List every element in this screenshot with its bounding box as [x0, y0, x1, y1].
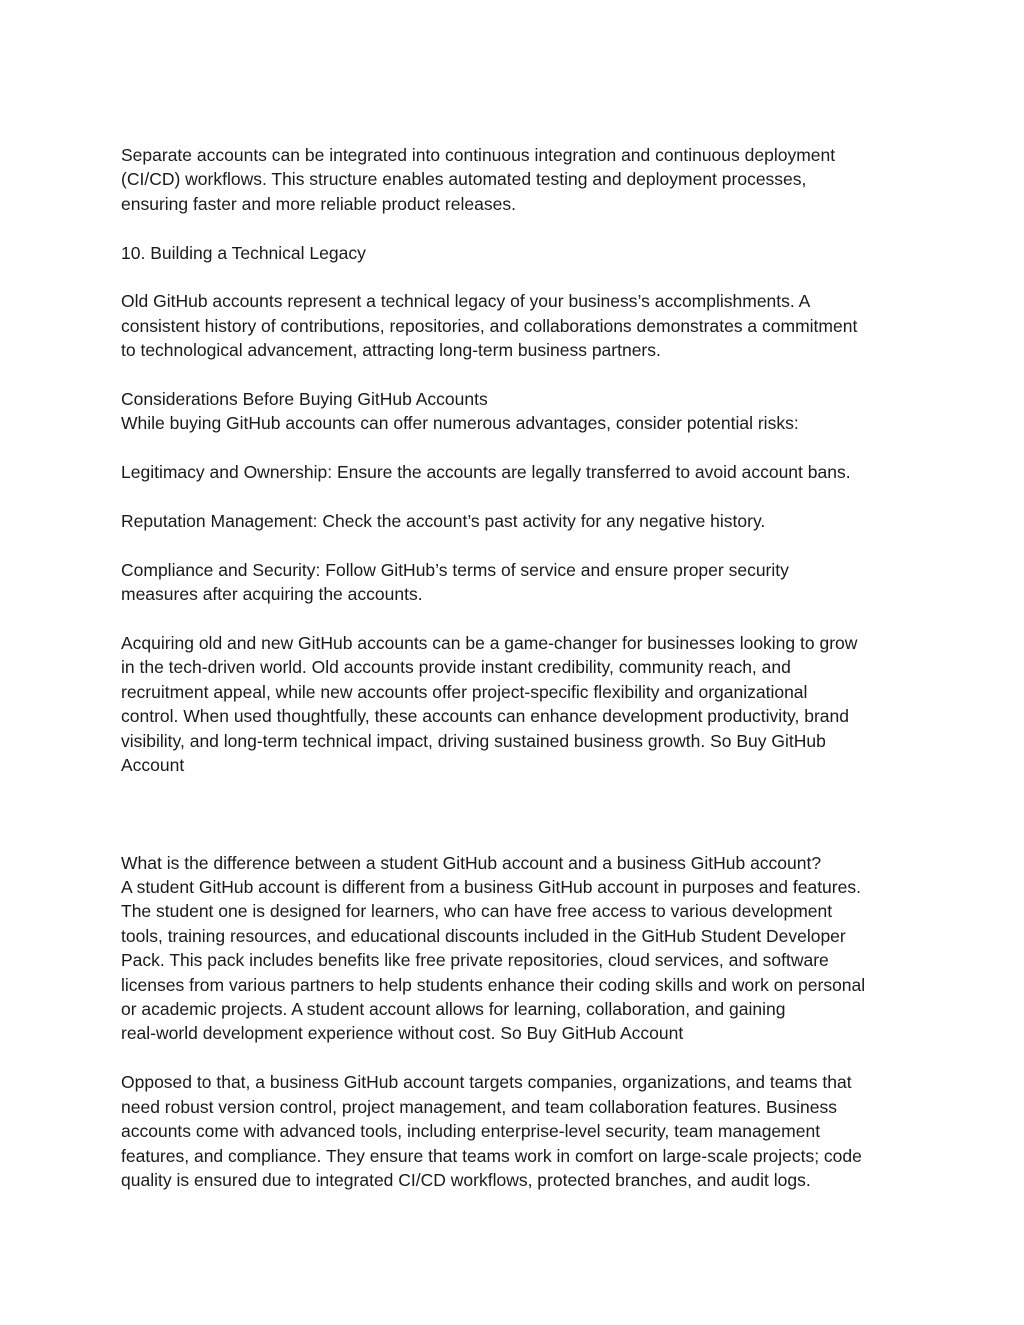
document-body: [121, 143, 921, 1192]
paragraph-considerations-intro: While buying GitHub accounts can offer numerous advantages, consider potential risks:: [121, 413, 799, 434]
paragraph-compliance: Compliance and Security: Follow GitHub’s terms of service and ensure proper security measures after acquiring the accounts.: [121, 559, 789, 605]
paragraph-reputation: Reputation Management: Check the account’s past activity for any negative history.: [121, 511, 766, 532]
paragraph-business-account: Opposed to that, a business GitHub account targets companies, organizations, and teams that need robust version control, project management, and team collaboration features. Business accounts come with advanced tools, including enterprise-level security, team management features, and compliance. They ensure that teams work in comfort on large-scale projects; code quality is ensured due to integrated CI/CD workflows, protected branches, and audit logs.: [121, 1072, 862, 1190]
paragraph-technical-legacy: Old GitHub accounts represent a technical legacy of your business’s accomplishments. A consistent history of contributions, repositories, and collaborations demonstrates a commitment to technological advancement, attracting long-term business partners.: [121, 291, 858, 361]
paragraph-student-account: A student GitHub account is different from a business GitHub account in purposes and features. The student one is designed for learners, who can have free access to various development tools, training resources, and educational discounts included in the GitHub Student Developer Pack. This pack includes benefits like free private repositories, cloud services, and software licenses from various partners to help students enhance their coding skills and work on personal or academic projects. A student account allows for learning, collaboration, and gaining real-world development experience without cost. So Buy GitHub Account: [121, 877, 866, 1044]
paragraph-cicd: Separate accounts can be integrated into continuous integration and continuous deployment (CI/CD) workflows. This structure enables automated testing and deployment processes, ensuring faster and more reliable product releases.: [121, 145, 836, 214]
section-heading-technical-legacy: 10. Building a Technical Legacy: [121, 242, 366, 263]
paragraph-conclusion: Acquiring old and new GitHub accounts can be a game-changer for businesses looking to grow in the tech-driven world. Old accounts provide instant credibility, community reach, and recruitment appeal, while new accounts offer project-specific flexibility and organizational control. When used thoughtfully, these accounts can enhance development productivity, brand visibility, and long-term technical impact, driving sustained business growth. So Buy GitHub Account: [121, 633, 858, 776]
paragraph-legitimacy: Legitimacy and Ownership: Ensure the accounts are legally transferred to avoid account bans.: [121, 462, 851, 483]
section-heading-considerations: Considerations Before Buying GitHub Accounts: [121, 389, 488, 410]
section-heading-student-vs-business: What is the difference between a student GitHub account and a business GitHub account?: [121, 852, 822, 873]
